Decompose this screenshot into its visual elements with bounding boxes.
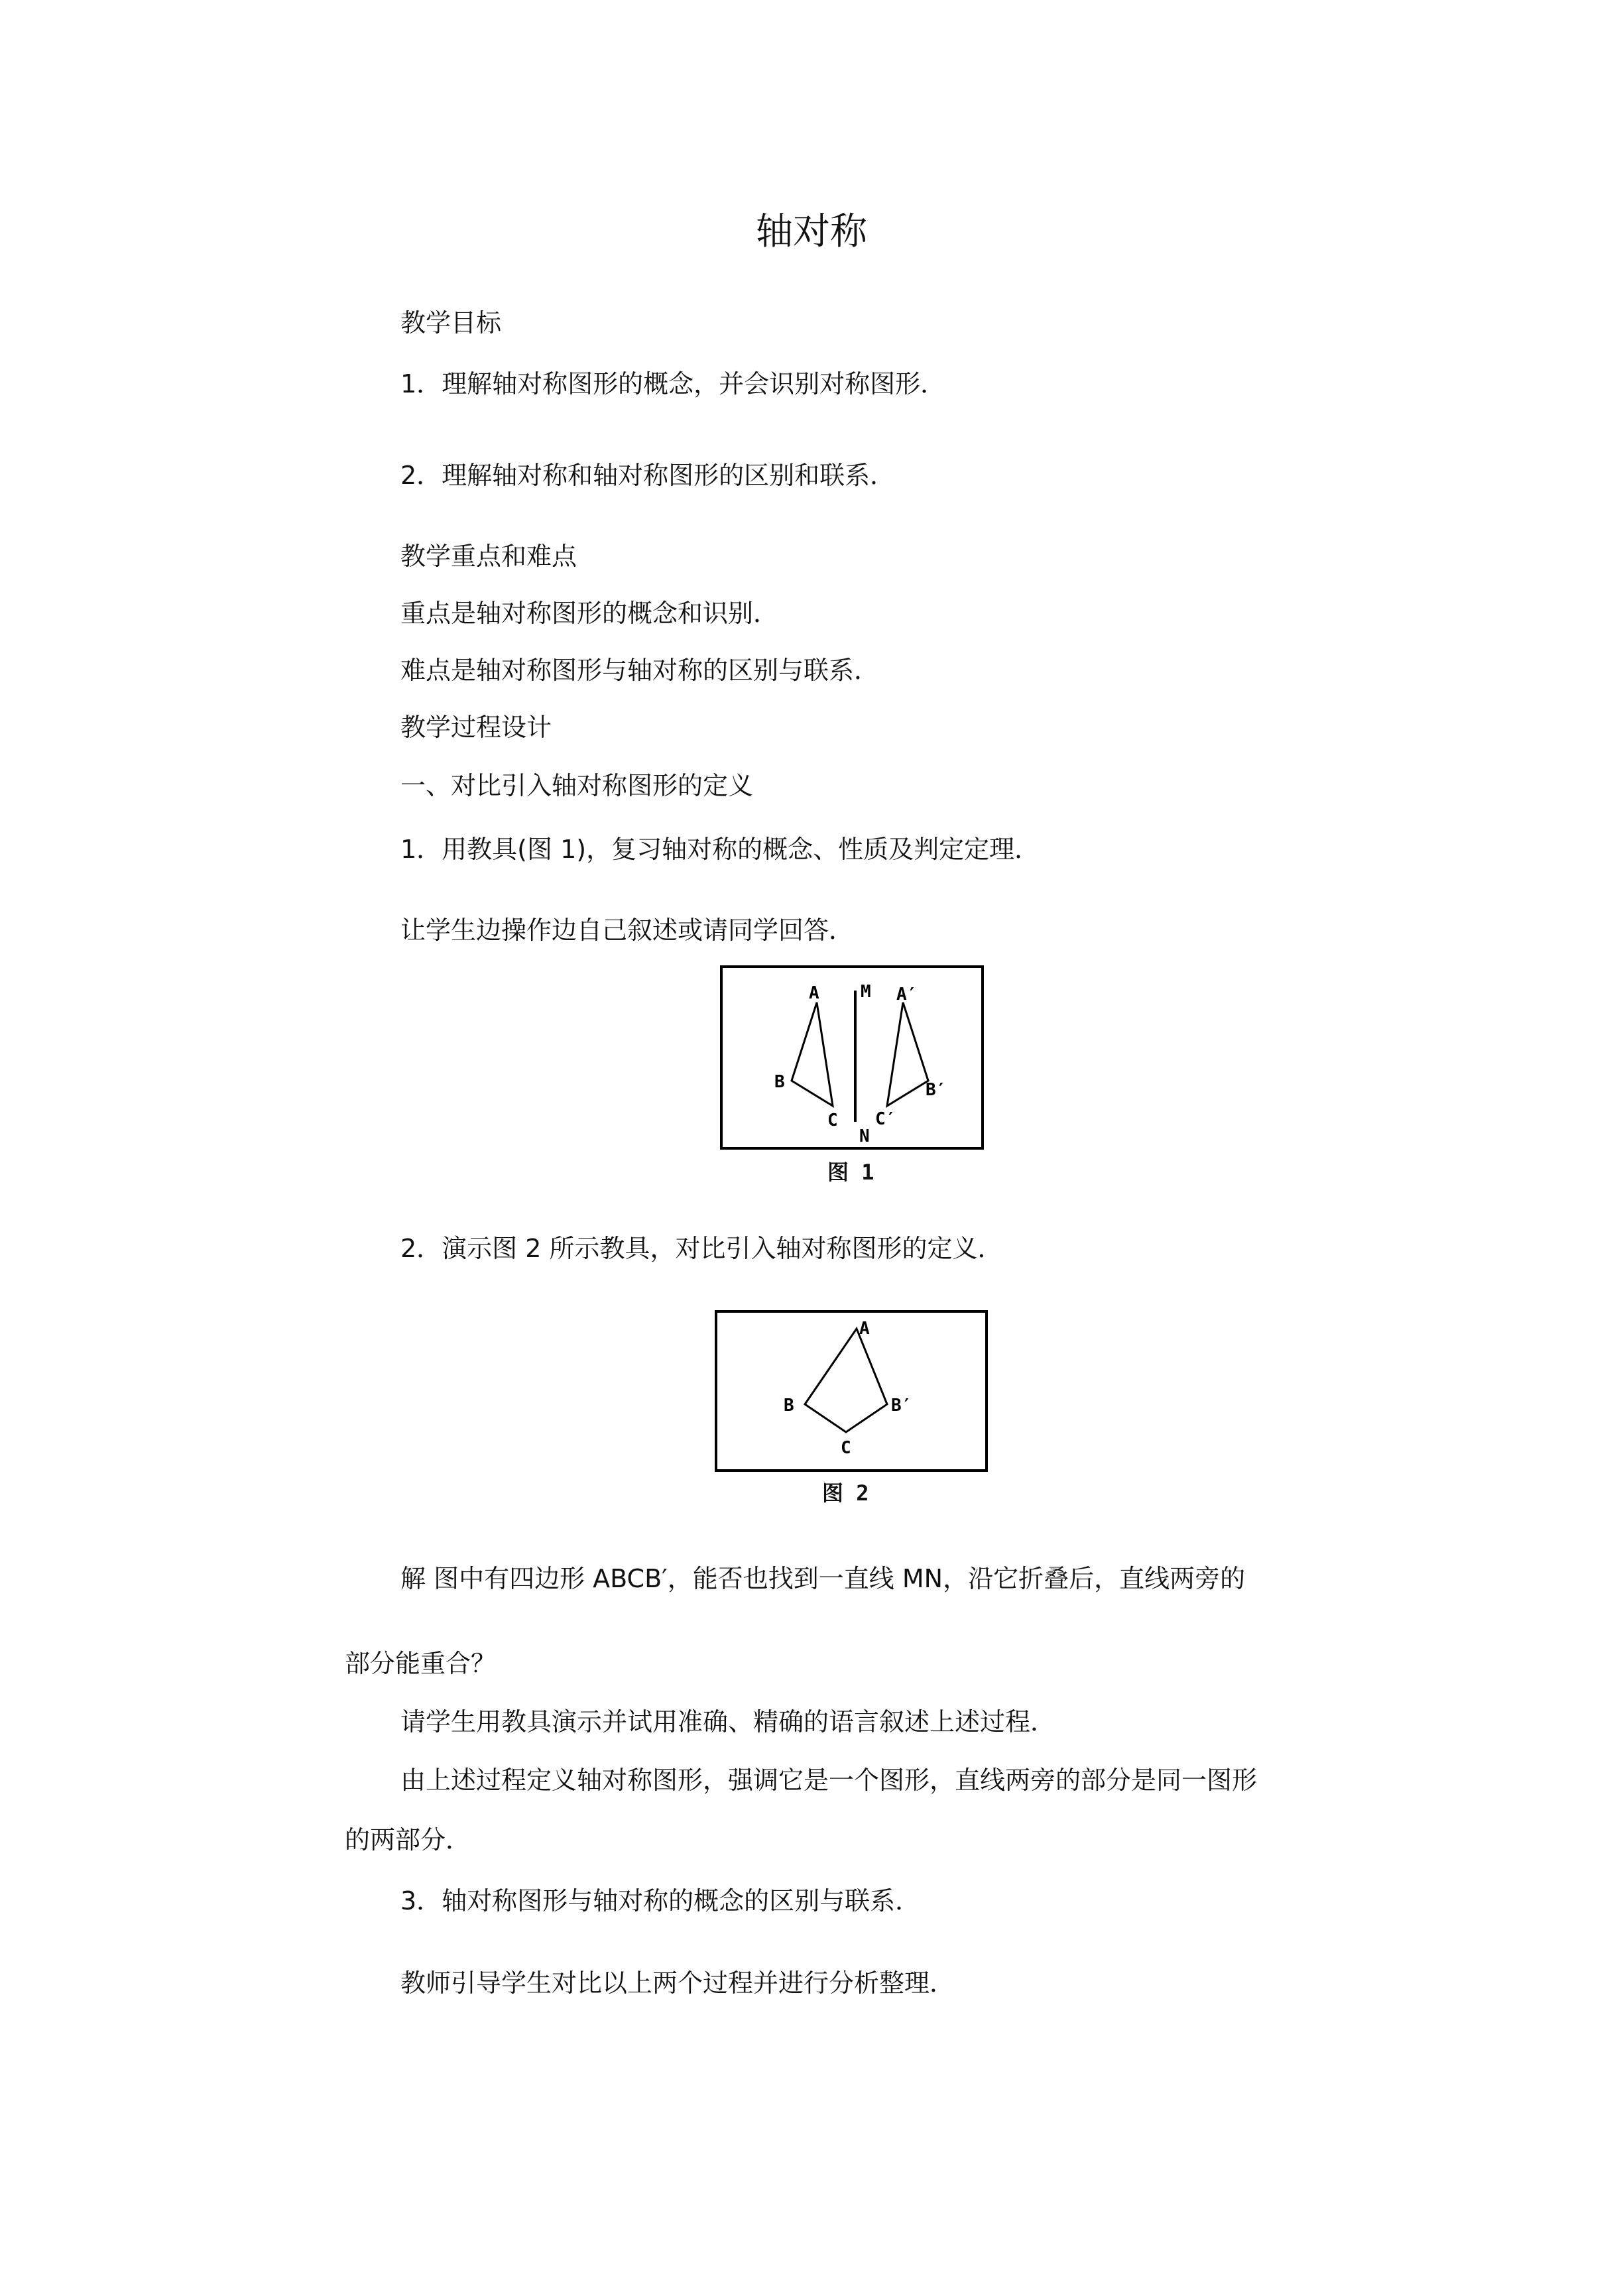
step-3-note: 教师引导学生对比以上两个过程并进行分析整理． <box>400 1968 955 1998</box>
demo-text: 请学生用教具演示并试用准确、精确的语言叙述上述过程． <box>400 1707 1056 1736</box>
label-b: B <box>774 1072 785 1092</box>
label-a: A <box>859 1319 870 1339</box>
label-n: N <box>859 1126 870 1146</box>
label-c-prime: C′ <box>875 1109 896 1129</box>
label-b-prime: B′ <box>926 1080 947 1100</box>
difficult-point: 难点是轴对称图形与轴对称的区别与联系． <box>400 656 880 685</box>
step-1: 1．用教具(图 1)，复习轴对称的概念、性质及判定定理． <box>400 835 1040 864</box>
label-a: A <box>809 983 819 1003</box>
label-c: C <box>841 1438 851 1458</box>
focus-point: 重点是轴对称图形的概念和识别． <box>400 599 779 628</box>
figure-2 <box>715 1310 988 1472</box>
label-b-prime: B′ <box>891 1396 912 1416</box>
step-3: 3．轴对称图形与轴对称的概念的区别与联系． <box>400 1886 921 1915</box>
label-c: C <box>827 1111 838 1130</box>
step-1-note: 让学生边操作边自己叙述或请同学回答． <box>400 916 855 945</box>
page-title: 轴对称 <box>756 210 867 253</box>
triangle-a1b1c1 <box>887 1002 928 1106</box>
objective-2: 2．理解轴对称和轴对称图形的区别和联系． <box>400 461 896 490</box>
figure-1-drawing <box>723 968 987 1152</box>
figure-1 <box>720 965 984 1150</box>
label-m: M <box>861 982 871 1002</box>
objectives-heading: 教学目标 <box>400 308 502 337</box>
part-1-heading: 一、对比引入轴对称图形的定义 <box>400 771 754 800</box>
definition-line-2: 的两部分． <box>345 1825 471 1854</box>
figure-2-drawing <box>717 1313 991 1475</box>
definition-line-1: 由上述过程定义轴对称图形，强调它是一个图形，直线两旁的部分是同一图形 <box>400 1766 1258 1795</box>
label-b: B <box>784 1396 794 1416</box>
process-heading: 教学过程设计 <box>400 713 552 742</box>
solution-line-1: 解 图中有四边形 ABCB′，能否也找到一直线 MN，沿它折叠后，直线两旁的 <box>400 1564 1246 1593</box>
figure-1-caption: 图 1 <box>827 1160 874 1185</box>
figure-2-caption: 图 2 <box>822 1480 869 1506</box>
triangle-abc <box>792 1002 833 1106</box>
solution-line-2: 部分能重合？ <box>345 1649 497 1678</box>
quadrilateral-abcb1 <box>805 1329 887 1432</box>
label-a-prime: A′ <box>896 985 918 1004</box>
step-2: 2．演示图 2 所示教具，对比引入轴对称图形的定义． <box>400 1234 1003 1263</box>
focus-heading: 教学重点和难点 <box>400 542 577 571</box>
objective-1: 1．理解轴对称图形的概念，并会识别对称图形． <box>400 369 946 398</box>
